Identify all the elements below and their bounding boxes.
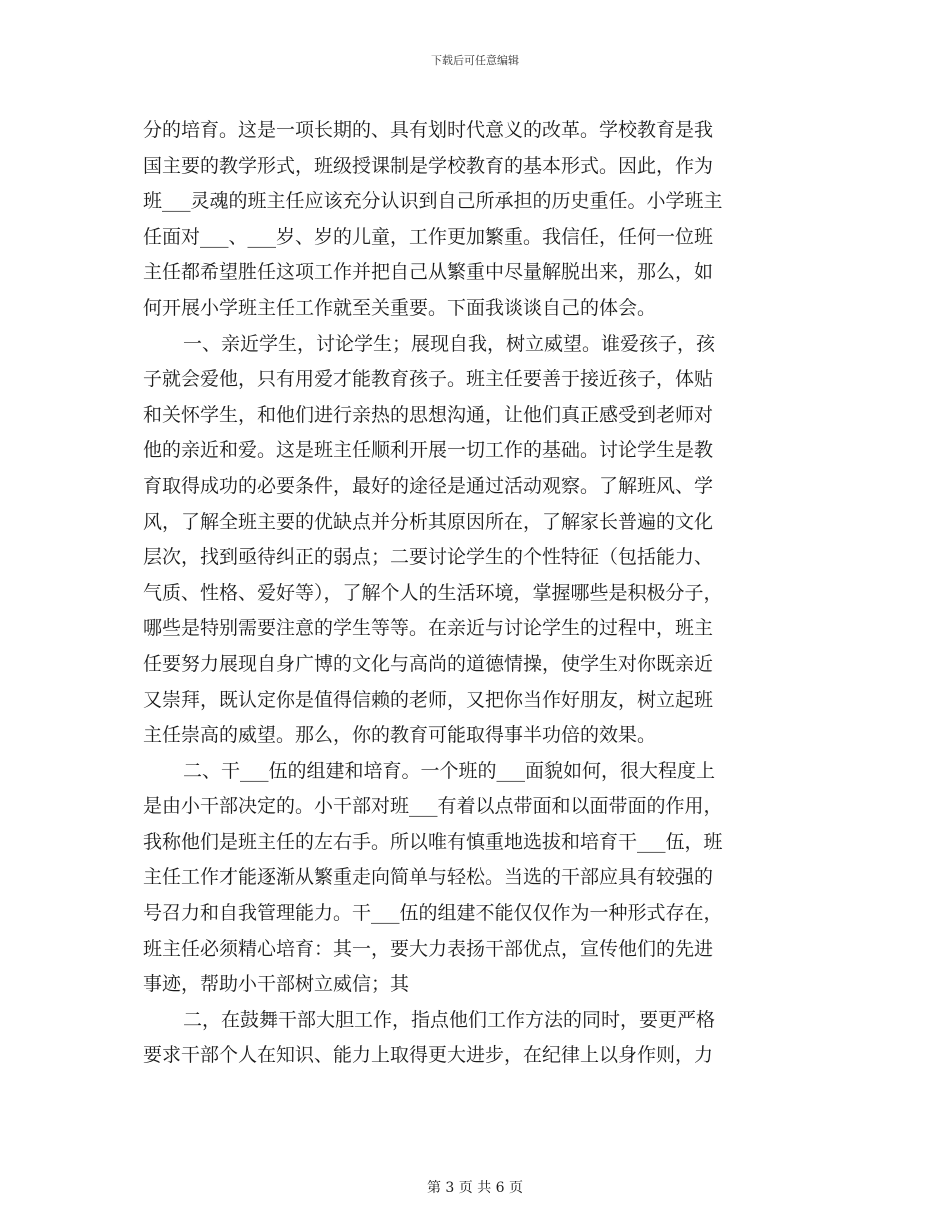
body-line: 是由小干部决定的。小干部对班___有着以点带面和以面带面的作用，: [143, 795, 723, 818]
body-line: 子就会爱他，只有用爱才能教育孩子。班主任要善于接近孩子，体贴: [143, 368, 714, 391]
paragraph-start-line: 二，在鼓舞干部大胆工作，指点他们工作方法的同时，要更严格: [183, 1008, 716, 1031]
body-line: 风，了解全班主要的优缺点并分析其原因所在，了解家长普遍的文化: [143, 510, 714, 533]
body-line: 何开展小学班主任工作就至关重要。下面我谈谈自己的体会。: [143, 296, 657, 319]
body-line: 和关怀学生，和他们进行亲热的思想沟通，让他们真正感受到老师对: [143, 403, 714, 426]
body-line: 班主任必须精心培育：其一，要大力表扬干部优点，宣传他们的先进: [143, 937, 714, 960]
page-number: 第 3 页 共 6 页: [426, 1180, 524, 1196]
document-body: [143, 113, 803, 1074]
body-line: 任要努力展现自身广博的文化与高尚的道德情操，使学生对你既亲近: [143, 652, 714, 675]
body-line: 班___灵魂的班主任应该充分认识到自己所承担的历史重任。小学班主: [143, 190, 723, 213]
page-header-note: 下载后可任意编辑: [431, 54, 519, 67]
body-line: 主任崇高的威望。那么，你的教育可能取得事半功倍的效果。: [143, 724, 657, 747]
body-line: 又崇拜，既认定你是值得信赖的老师，又把你当作好朋友，树立起班: [143, 688, 714, 711]
body-line: 我称他们是班主任的左右手。所以唯有慎重地选拔和培育干___伍，班: [143, 830, 723, 853]
body-line: 事迹，帮助小干部树立威信；其: [143, 973, 410, 996]
body-line: 主任工作才能逐渐从繁重走向简单与轻松。当选的干部应具有较强的: [143, 866, 714, 889]
body-line: 要求干部个人在知识、能力上取得更大进步，在纪律上以身作则，力: [143, 1044, 714, 1067]
body-line: 分的培育。这是一项长期的、具有划时代意义的改革。学校教育是我: [143, 119, 714, 141]
paragraph-start-line: 一、亲近学生，讨论学生；展现自我，树立威望。谁爱孩子，孩: [183, 332, 716, 355]
body-line: 主任都希望胜任这项工作并把自己从繁重中尽量解脱出来，那么，如: [143, 261, 714, 284]
body-line: 层次，找到亟待纠正的弱点；二要讨论学生的个性特征（包括能力、: [143, 546, 714, 569]
body-line: 号召力和自我管理能力。干___伍的组建不能仅仅作为一种形式存在，: [143, 902, 723, 925]
body-line: 任面对___、___岁、岁的儿童，工作更加繁重。我信任，任何一位班: [143, 225, 714, 248]
body-line: 育取得成功的必要条件，最好的途径是通过活动观察。了解班风、学: [143, 474, 714, 497]
body-line: 他的亲近和爱。这是班主任顺利开展一切工作的基础。讨论学生是教: [143, 439, 714, 462]
body-line: 国主要的教学形式，班级授课制是学校教育的基本形式。因此，作为: [143, 154, 714, 177]
body-line: 气质、性格、爱好等），了解个人的生活环境，掌握哪些是积极分子，: [143, 581, 723, 604]
body-line: 哪些是特别需要注意的学生等等。在亲近与讨论学生的过程中，班主: [143, 617, 714, 640]
paragraph-start-line: 二、干___伍的组建和培育。一个班的___面貌如何，很大程度上: [183, 759, 716, 782]
